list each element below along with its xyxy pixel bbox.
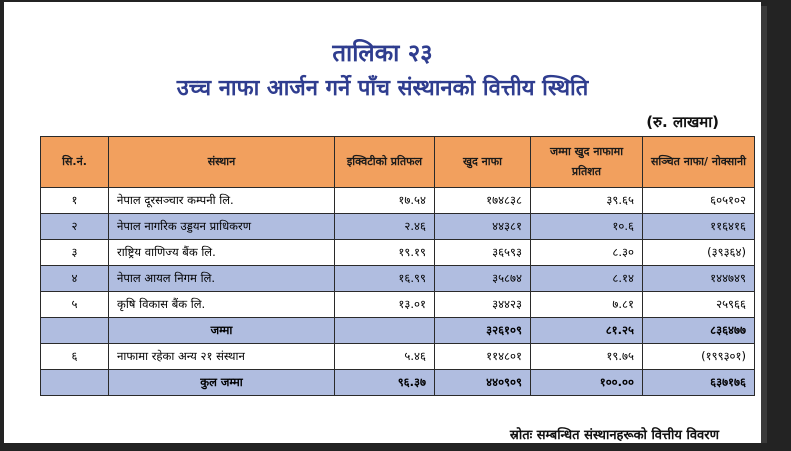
- cell-sn: ४: [41, 266, 109, 292]
- cell-equity-return: २.४६: [335, 214, 435, 240]
- cell-share: १०.६: [531, 214, 643, 240]
- cell-share: ८.१४: [531, 266, 643, 292]
- subtotal-net-profit: ३२६१०९: [435, 318, 531, 344]
- subtotal-accumulated: ८३६४७७: [643, 318, 755, 344]
- cell-accumulated: ११६४१६: [643, 214, 755, 240]
- header-row: [41, 137, 755, 188]
- subtotal-row: [41, 318, 755, 344]
- cell-share: १९.७५: [531, 344, 643, 370]
- cell-equity-return: १७.५४: [335, 188, 435, 214]
- page-shadow: [761, 6, 767, 443]
- grand-total-label: कुल जम्मा: [109, 370, 335, 396]
- document-page: [4, 2, 761, 443]
- table-row: [41, 188, 755, 214]
- cell-empty: [41, 318, 109, 344]
- table-row: [41, 214, 755, 240]
- table-row: [41, 292, 755, 318]
- header-accumulated: सञ्चित नाफा/ नोक्सानी: [643, 137, 755, 188]
- financial-table: [40, 136, 755, 396]
- cell-equity-return: ५.४६: [335, 344, 435, 370]
- unit-label: (रु. लाखमा): [646, 113, 719, 131]
- grand-total-equity-return: ९६.३७: [335, 370, 435, 396]
- source-note: स्रोतः सम्बन्धित संस्थानहरूको वित्तीय विवरण: [509, 428, 719, 443]
- cell-sn: ६: [41, 344, 109, 370]
- cell-share: ८.३०: [531, 240, 643, 266]
- subtotal-share: ८१.२५: [531, 318, 643, 344]
- cell-name: नेपाल आयल निगम लि.: [109, 266, 335, 292]
- cell-equity-return: १९.१९: [335, 240, 435, 266]
- cell-empty: [335, 318, 435, 344]
- table-row: [41, 240, 755, 266]
- cell-name: नेपाल दूरसञ्चार कम्पनी लि.: [109, 188, 335, 214]
- cell-name: नेपाल नागरिक उड्डयन प्राधिकरण: [109, 214, 335, 240]
- cell-name: राष्ट्रिय वाणिज्य बैंक लि.: [109, 240, 335, 266]
- cell-accumulated: १४४७४९: [643, 266, 755, 292]
- header-share: जम्मा खुद नाफामा प्रतिशत: [531, 137, 643, 188]
- grand-total-share: १००.००: [531, 370, 643, 396]
- cell-sn: १: [41, 188, 109, 214]
- header-sn: सि.नं.: [41, 137, 109, 188]
- cell-equity-return: १६.९९: [335, 266, 435, 292]
- cell-share: ७.८१: [531, 292, 643, 318]
- cell-net-profit: ३४४२३: [435, 292, 531, 318]
- cell-net-profit: १७४८३८: [435, 188, 531, 214]
- cell-accumulated: २५९६६: [643, 292, 755, 318]
- cell-net-profit: ११४८०१: [435, 344, 531, 370]
- cell-share: ३९.६५: [531, 188, 643, 214]
- cell-accumulated: ६०५१०२: [643, 188, 755, 214]
- subtotal-label: जम्मा: [109, 318, 335, 344]
- cell-net-profit: ३६५९३: [435, 240, 531, 266]
- header-net-profit: खुद नाफा: [435, 137, 531, 188]
- table-row: [41, 266, 755, 292]
- cell-sn: २: [41, 214, 109, 240]
- cell-accumulated: (३९३६४): [643, 240, 755, 266]
- cell-sn: ३: [41, 240, 109, 266]
- header-name: संस्थान: [109, 137, 335, 188]
- cell-sn: ५: [41, 292, 109, 318]
- grand-total-row: [41, 370, 755, 396]
- header-equity-return: इक्विटीको प्रतिफल: [335, 137, 435, 188]
- grand-total-accumulated: ६३७१७६: [643, 370, 755, 396]
- cell-net-profit: ४४३८१: [435, 214, 531, 240]
- table-subtitle: उच्च नाफा आर्जन गर्ने पाँच संस्थानको वित्तीय स्थिति: [176, 76, 589, 101]
- cell-accumulated: (१९९३०१): [643, 344, 755, 370]
- cell-name: कृषि विकास बैंक लि.: [109, 292, 335, 318]
- cell-empty: [41, 370, 109, 396]
- cell-name: नाफामा रहेका अन्य २१ संस्थान: [109, 344, 335, 370]
- table-title: तालिका २३: [332, 39, 433, 67]
- cell-equity-return: १३.०१: [335, 292, 435, 318]
- cell-net-profit: ३५८७४: [435, 266, 531, 292]
- table-row: [41, 344, 755, 370]
- grand-total-net-profit: ४४०९०९: [435, 370, 531, 396]
